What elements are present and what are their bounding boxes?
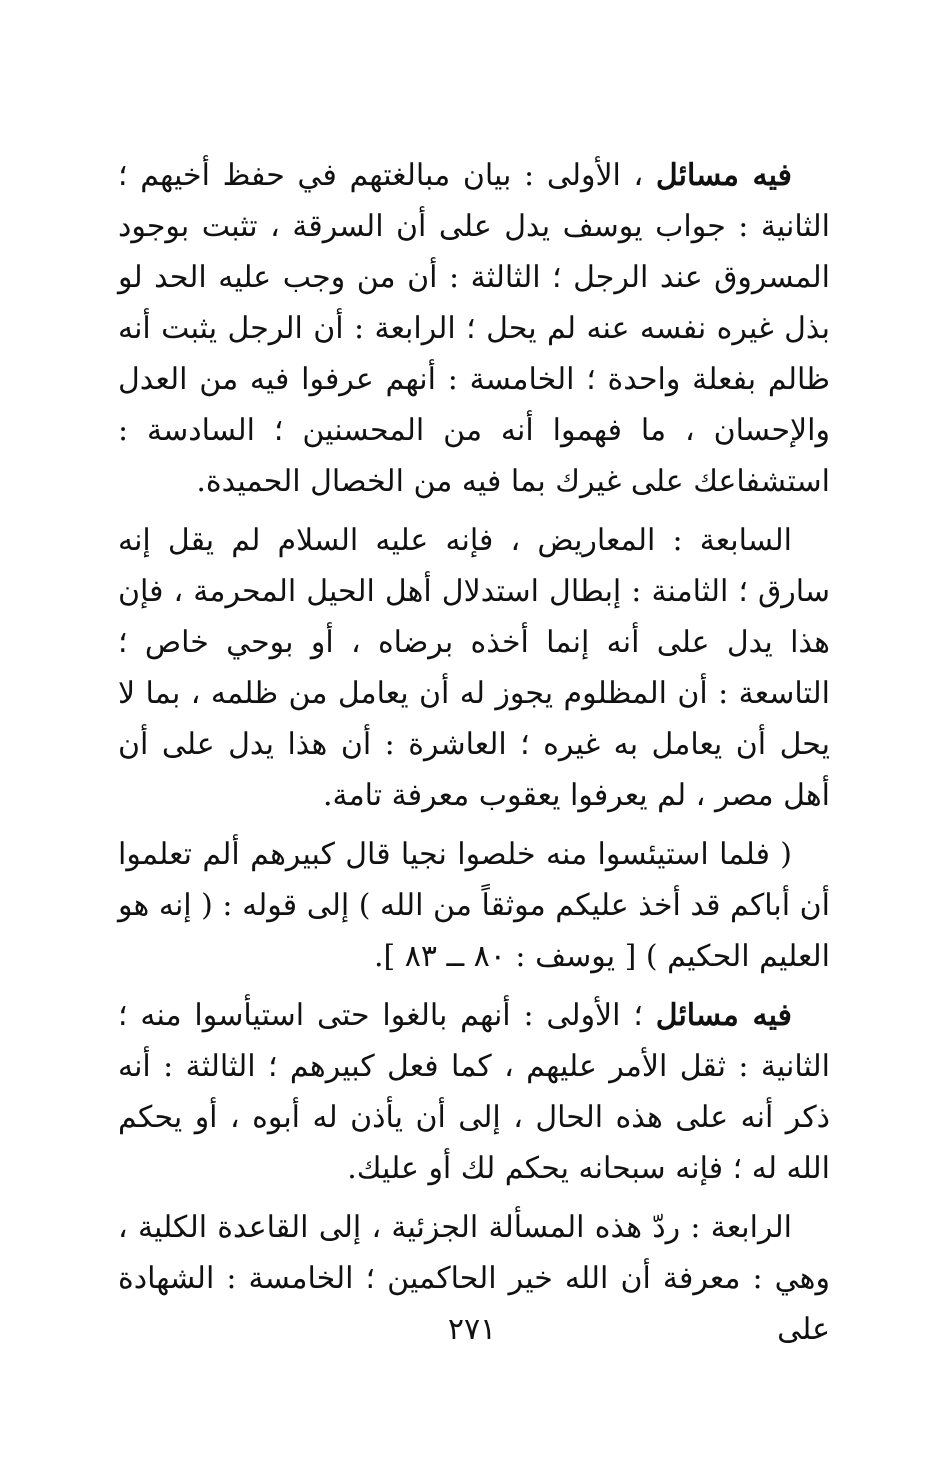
paragraph-3-quran-quote — [118, 829, 830, 982]
page-number: ٢٧١ — [447, 1312, 497, 1347]
paragraph-1 — [118, 150, 830, 507]
body-text — [118, 150, 830, 1363]
paragraph-1-text: ، الأولى : بيان مبالغتهم في حفظ أخيهم ؛ الثانية : جواب يوسف يدل على أن السرقة ، تثبت بوجود المسروق عند الرجل ؛ الثالثة : أن من وجب عليه الحد لو بذل غيره نفسه عنه لم يحل ؛ الرابعة : أن الرجل يثبت أنه ظالم بفعلة واحدة ؛ الخامسة : أنهم عرفوا فيه من العدل والإحسان ، ما فهموا أنه من المحسنين ؛ السادسة : استشفاعك على غيرك بما فيه من الخصال الحميدة. — [118, 158, 830, 499]
paragraph-5-text: الرابعة : ردّ هذه المسألة الجزئية ، إلى القاعدة الكلية ، وهي : معرفة أن الله خير الحاكمين ؛ الخامسة : الشهادة على — [118, 1210, 830, 1347]
paragraph-4-lead: فيه مسائل — [655, 998, 792, 1033]
paragraph-4 — [118, 990, 830, 1194]
paragraph-3-text: ( فلما استيئسوا منه خلصوا نجيا قال كبيرهم ألم تعلموا أن أباكم قد أخذ عليكم موثقاً من الله ) إلى قوله : ( إنه هو العليم الحكيم ) [ يوسف : ٨٠ ــ ٨٣ ]. — [118, 837, 830, 974]
paragraph-1-lead: فيه مسائل — [655, 158, 792, 193]
paragraph-4-text: ؛ الأولى : أنهم بالغوا حتى استيأسوا منه ؛ الثانية : ثقل الأمر عليهم ، كما فعل كبيرهم ؛ الثالثة : أنه ذكر أنه على هذه الحال ، إلى أن يأذن له أبوه ، أو يحكم الله له ؛ فإنه سبحانه يحكم لك أو عليك. — [118, 998, 830, 1186]
paragraph-2-text: السابعة : المعاريض ، فإنه عليه السلام لم يقل إنه سارق ؛ الثامنة : إبطال استدلال أهل الحيل المحرمة ، فإن هذا يدل على أنه إنما أخذه برضاه ، أو بوحي خاص ؛ التاسعة : أن المظلوم يجوز له أن يعامل من ظلمه ، بما لا يحل أن يعامل به غيره ؛ العاشرة : أن هذا يدل على أن أهل مصر ، لم يعرفوا يعقوب معرفة تامة. — [118, 523, 830, 813]
paragraph-2 — [118, 515, 830, 821]
